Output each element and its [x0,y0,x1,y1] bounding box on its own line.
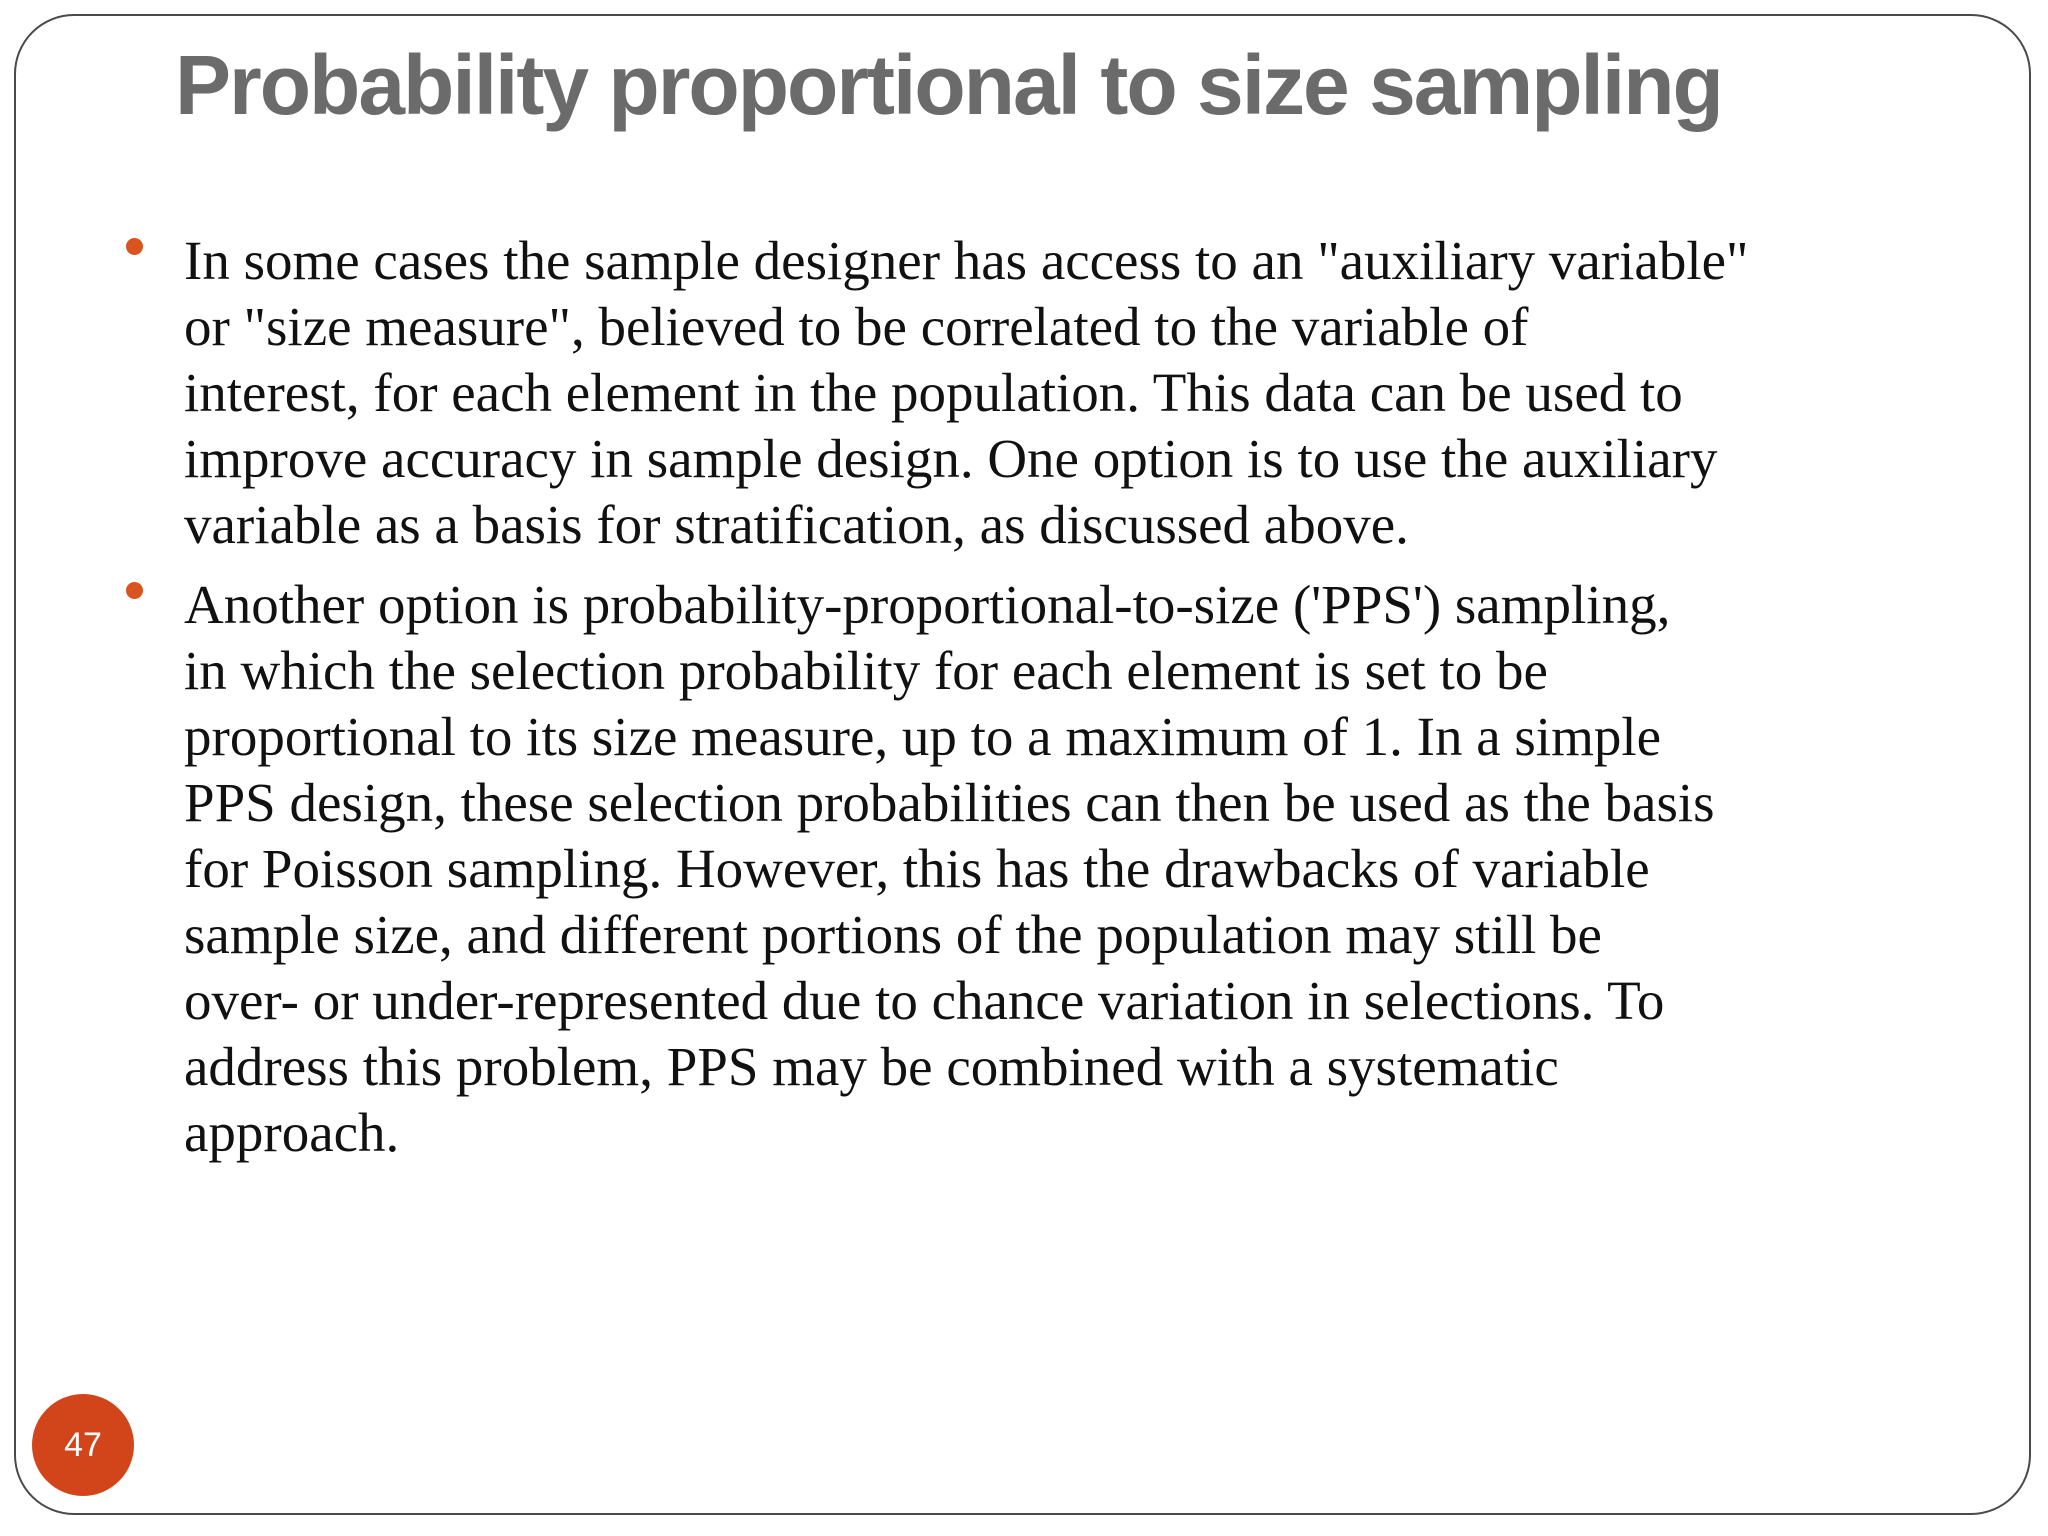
bullet-line: approach. [184,1102,400,1163]
bullet-list [120,228,1920,1166]
bullet-line: for Poisson sampling. However, this has the drawbacks of variable [184,838,1650,899]
bullet-line: proportional to its size measure, up to a maximum of 1. In a simple [184,706,1662,767]
bullet-line: in which the selection probability for each element is set to be [184,640,1548,701]
bullet-line: interest, for each element in the population. This data can be used to [184,362,1683,423]
slide-title: Probability proportional to size sampling [175,38,1722,132]
page-number-badge: 47 [32,1394,134,1496]
bullet-item [120,572,1920,1166]
bullet-line: PPS design, these selection probabilities can then be used as the basis [184,772,1715,833]
bullet-line: In some cases the sample designer has access to an "auxiliary variable" [184,230,1749,291]
bullet-dot-icon [126,582,143,599]
bullet-text [184,228,1920,558]
bullet-line: over- or under-represented due to chance variation in selections. To [184,970,1665,1031]
bullet-line: sample size, and different portions of the population may still be [184,904,1602,965]
bullet-line: variable as a basis for stratification, as discussed above. [184,494,1409,555]
bullet-line: address this problem, PPS may be combined with a systematic [184,1036,1559,1097]
bullet-line: Another option is probability-proportional-to-size ('PPS') sampling, [184,574,1671,635]
bullet-line: or "size measure", believed to be correlated to the variable of [184,296,1529,357]
bullet-item [120,228,1920,558]
bullet-text [184,572,1920,1166]
bullet-line: improve accuracy in sample design. One option is to use the auxiliary [184,428,1718,489]
bullet-dot-icon [126,238,143,255]
